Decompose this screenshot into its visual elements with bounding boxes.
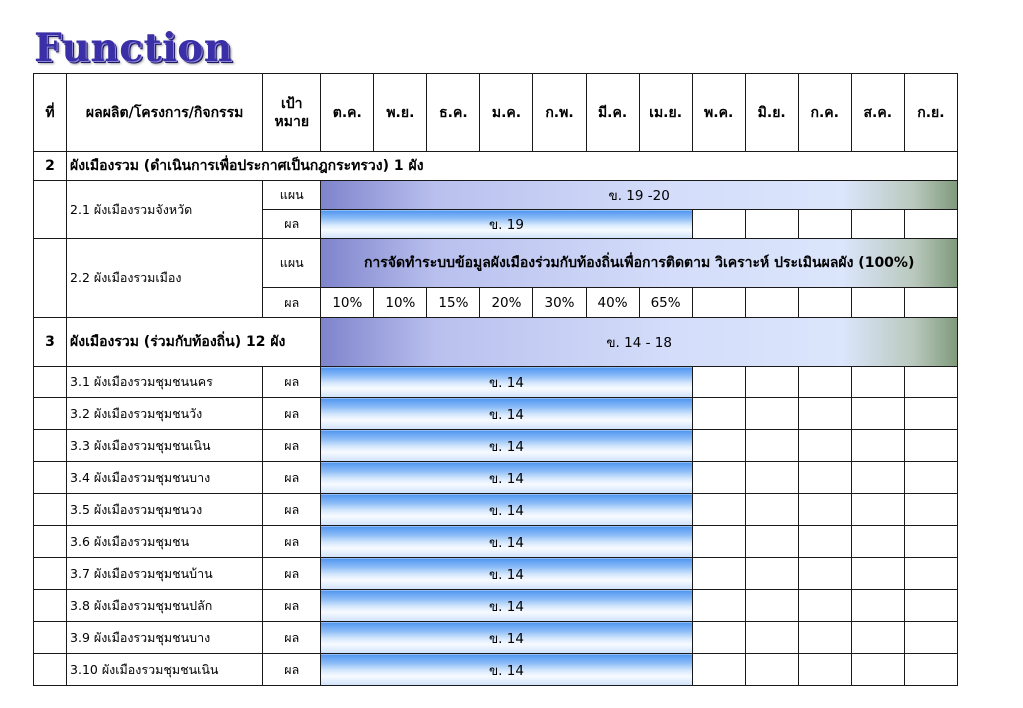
header-month-oct: ต.ค. [321, 74, 374, 152]
empty-cell [851, 590, 904, 622]
empty-cell [692, 210, 745, 239]
empty-cell [798, 622, 851, 654]
task-label: 3.6 ผังเมืองรวมชุมชน [67, 526, 263, 558]
empty-cell [851, 526, 904, 558]
empty-cell [34, 622, 67, 654]
empty-cell [34, 239, 67, 318]
row-type-result: ผล [263, 398, 321, 430]
header-item: ผลผลิต/โครงการ/กิจกรรม [67, 74, 263, 152]
task-label: 2.1 ผังเมืองรวมจังหวัด [67, 181, 263, 239]
header-month-jan: ม.ค. [480, 74, 533, 152]
empty-cell [798, 654, 851, 686]
empty-cell [851, 367, 904, 398]
task-row [34, 430, 958, 462]
task-label: 2.2 ผังเมืองรวมเมือง [67, 239, 263, 318]
empty-cell [904, 622, 957, 654]
empty-cell [798, 462, 851, 494]
task-row [34, 494, 958, 526]
gantt-table [33, 73, 958, 686]
result-value: 10% [321, 288, 374, 318]
empty-cell [851, 398, 904, 430]
header-month-nov: พ.ย. [374, 74, 427, 152]
empty-cell [692, 526, 745, 558]
header-month-dec: ธ.ค. [427, 74, 480, 152]
empty-cell [34, 181, 67, 239]
task-plan-row [34, 181, 958, 210]
section-row [34, 318, 958, 367]
plan-bar: การจัดทำระบบข้อมูลผังเมืองร่วมกับท้องถิ่นเพื่อการติดตาม วิเคราะห์ ประเมินผลผัง (100%) [321, 239, 958, 288]
result-value: 20% [480, 288, 533, 318]
empty-cell [851, 622, 904, 654]
task-row [34, 367, 958, 398]
task-label: 3.7 ผังเมืองรวมชุมชนบ้าน [67, 558, 263, 590]
section-title: ผังเมืองรวม (ร่วมกับท้องถิ่น) 12 ผัง [67, 318, 321, 367]
empty-cell [692, 398, 745, 430]
result-bar: ข. 14 [321, 430, 692, 462]
result-value: 30% [533, 288, 586, 318]
result-bar: ข. 14 [321, 462, 692, 494]
result-bar: ข. 14 [321, 398, 692, 430]
empty-cell [851, 462, 904, 494]
task-row [34, 398, 958, 430]
header-month-jun: มิ.ย. [745, 74, 798, 152]
empty-cell [745, 494, 798, 526]
empty-cell [34, 590, 67, 622]
empty-cell [692, 288, 745, 318]
result-bar: ข. 14 [321, 558, 692, 590]
section-number: 2 [34, 152, 67, 181]
empty-cell [692, 462, 745, 494]
empty-cell [851, 654, 904, 686]
empty-cell [904, 494, 957, 526]
empty-cell [692, 494, 745, 526]
empty-cell [745, 622, 798, 654]
empty-cell [34, 398, 67, 430]
empty-cell [745, 526, 798, 558]
empty-cell [904, 558, 957, 590]
plan-bar: ข. 14 - 18 [321, 318, 958, 367]
empty-cell [904, 654, 957, 686]
header-month-aug: ส.ค. [851, 74, 904, 152]
empty-cell [904, 210, 957, 239]
empty-cell [904, 590, 957, 622]
empty-cell [34, 526, 67, 558]
task-row [34, 558, 958, 590]
row-type-result: ผล [263, 558, 321, 590]
task-label: 3.5 ผังเมืองรวมชุมชนวง [67, 494, 263, 526]
header-month-apr: เม.ย. [639, 74, 692, 152]
empty-cell [692, 590, 745, 622]
row-type-result: ผล [263, 430, 321, 462]
task-row [34, 654, 958, 686]
empty-cell [904, 462, 957, 494]
empty-cell [904, 398, 957, 430]
row-type-plan: แผน [263, 239, 321, 288]
header-row [34, 74, 958, 152]
row-type-result: ผล [263, 494, 321, 526]
header-month-jul: ก.ค. [798, 74, 851, 152]
empty-cell [798, 494, 851, 526]
empty-cell [692, 367, 745, 398]
empty-cell [34, 367, 67, 398]
result-value: 15% [427, 288, 480, 318]
header-no: ที่ [34, 74, 67, 152]
empty-cell [745, 654, 798, 686]
task-label: 3.2 ผังเมืองรวมชุมชนวัง [67, 398, 263, 430]
header-month-may: พ.ค. [692, 74, 745, 152]
task-row [34, 590, 958, 622]
row-type-result: ผล [263, 210, 321, 239]
empty-cell [904, 367, 957, 398]
empty-cell [851, 210, 904, 239]
result-bar: ข. 14 [321, 367, 692, 398]
task-label: 3.3 ผังเมืองรวมชุมชนเนิน [67, 430, 263, 462]
empty-cell [692, 558, 745, 590]
result-bar: ข. 14 [321, 494, 692, 526]
empty-cell [745, 558, 798, 590]
header-month-sep: ก.ย. [904, 74, 957, 152]
page-title: Function [34, 25, 233, 71]
section-row [34, 152, 958, 181]
empty-cell [798, 288, 851, 318]
task-plan-row [34, 239, 958, 288]
row-type-result: ผล [263, 654, 321, 686]
header-month-feb: ก.พ. [533, 74, 586, 152]
empty-cell [798, 526, 851, 558]
empty-cell [851, 494, 904, 526]
empty-cell [34, 558, 67, 590]
empty-cell [692, 654, 745, 686]
plan-bar: ข. 19 -20 [321, 181, 958, 210]
empty-cell [745, 462, 798, 494]
result-value: 65% [639, 288, 692, 318]
task-row [34, 526, 958, 558]
result-bar: ข. 14 [321, 654, 692, 686]
empty-cell [34, 654, 67, 686]
empty-cell [34, 462, 67, 494]
empty-cell [745, 398, 798, 430]
empty-cell [798, 558, 851, 590]
row-type-result: ผล [263, 288, 321, 318]
row-type-result: ผล [263, 622, 321, 654]
empty-cell [851, 430, 904, 462]
row-type-result: ผล [263, 367, 321, 398]
section-number: 3 [34, 318, 67, 367]
empty-cell [692, 430, 745, 462]
empty-cell [851, 558, 904, 590]
empty-cell [745, 288, 798, 318]
empty-cell [798, 398, 851, 430]
result-value: 10% [374, 288, 427, 318]
result-bar: ข. 14 [321, 622, 692, 654]
result-bar: ข. 14 [321, 590, 692, 622]
empty-cell [798, 210, 851, 239]
empty-cell [745, 210, 798, 239]
empty-cell [745, 590, 798, 622]
task-label: 3.8 ผังเมืองรวมชุมชนปลัก [67, 590, 263, 622]
empty-cell [851, 288, 904, 318]
task-label: 3.9 ผังเมืองรวมชุมชนบาง [67, 622, 263, 654]
task-row [34, 622, 958, 654]
header-month-mar: มี.ค. [586, 74, 639, 152]
empty-cell [904, 288, 957, 318]
row-type-result: ผล [263, 590, 321, 622]
result-value: 40% [586, 288, 639, 318]
empty-cell [34, 494, 67, 526]
result-bar: ข. 14 [321, 526, 692, 558]
result-bar: ข. 19 [321, 210, 692, 239]
empty-cell [798, 590, 851, 622]
section-title: ผังเมืองรวม (ดำเนินการเพื่อประกาศเป็นกฎกระทรวง) 1 ผัง [67, 152, 958, 181]
task-label: 3.4 ผังเมืองรวมชุมชนบาง [67, 462, 263, 494]
empty-cell [34, 430, 67, 462]
empty-cell [904, 430, 957, 462]
row-type-plan: แผน [263, 181, 321, 210]
task-label: 3.1 ผังเมืองรวมชุมชนนคร [67, 367, 263, 398]
task-label: 3.10 ผังเมืองรวมชุมชนเนิน [67, 654, 263, 686]
empty-cell [798, 430, 851, 462]
task-row [34, 462, 958, 494]
header-target: เป้าหมาย [263, 74, 321, 152]
empty-cell [904, 526, 957, 558]
row-type-result: ผล [263, 462, 321, 494]
empty-cell [745, 367, 798, 398]
row-type-result: ผล [263, 526, 321, 558]
empty-cell [745, 430, 798, 462]
empty-cell [798, 367, 851, 398]
empty-cell [692, 622, 745, 654]
